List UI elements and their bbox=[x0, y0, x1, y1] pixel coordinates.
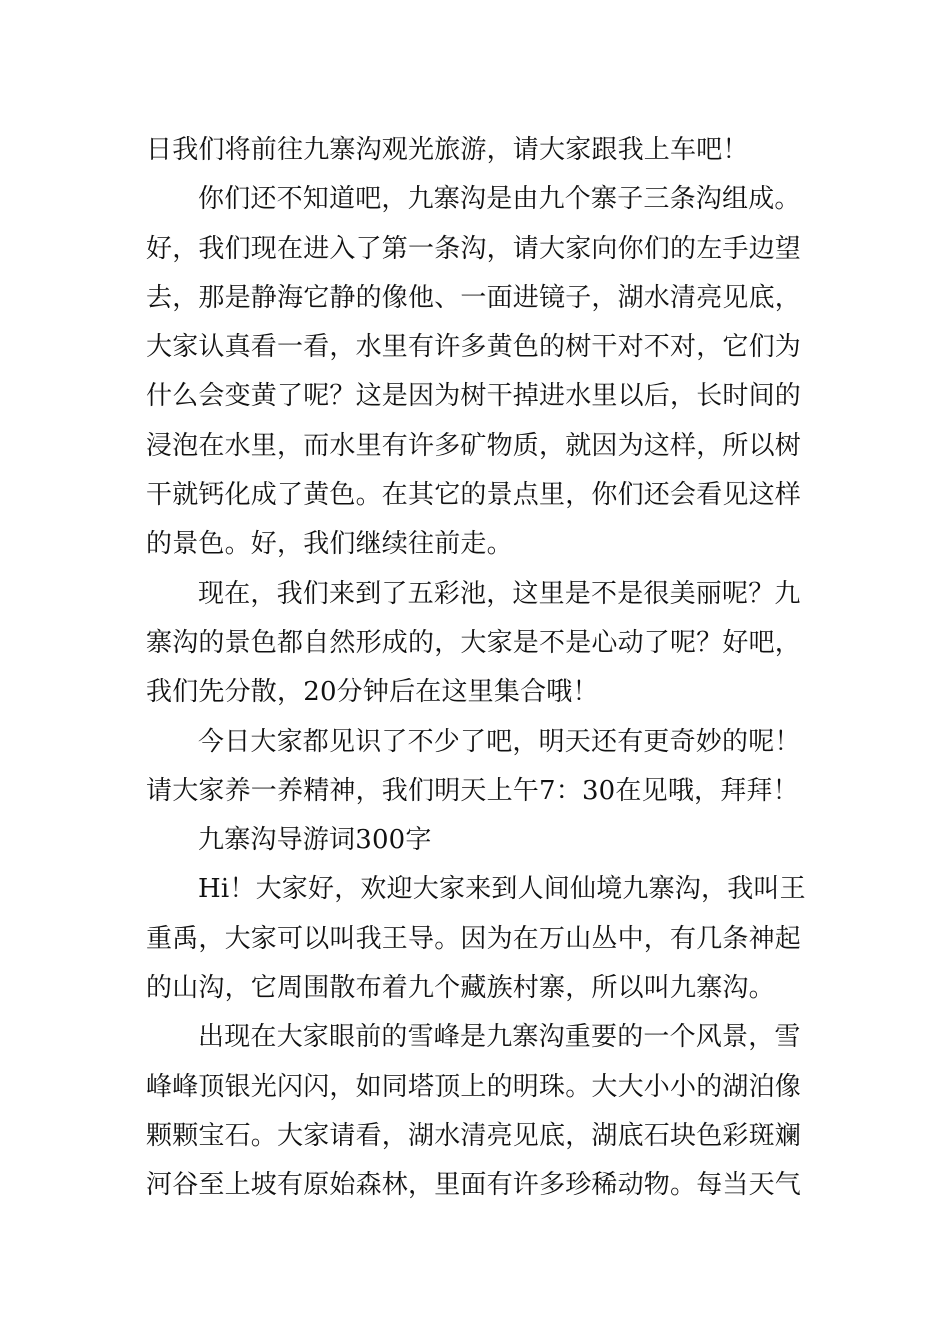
text-line-7: 浸泡在水里，而水里有许多矿物质，就因为这样，所以树 bbox=[146, 430, 802, 461]
text-line-2: 你们还不知道吧，九寨沟是由九个寨子三条沟组成。 bbox=[198, 184, 801, 215]
text-line-5: 大家认真看一看，水里有许多黄色的树干对不对，它们为 bbox=[146, 332, 802, 363]
section-heading: 九寨沟导游词300字 bbox=[198, 825, 432, 856]
text-line-19: 出现在大家眼前的雪峰是九寨沟重要的一个风景，雪 bbox=[198, 1022, 801, 1053]
text-line-4: 去，那是静海它静的像他、一面进镜子，湖水清亮见底， bbox=[146, 282, 802, 313]
text-line-6: 什么会变黄了呢？这是因为树干掉进水里以后，长时间的 bbox=[146, 381, 802, 412]
text-line-10: 现在，我们来到了五彩池，这里是不是很美丽呢？九 bbox=[198, 578, 801, 609]
text-line-18: 的山沟，它周围散布着九个藏族村寨，所以叫九寨沟。 bbox=[146, 973, 775, 1004]
text-line-13: 今日大家都见识了不少了吧，明天还有更奇妙的呢！ bbox=[198, 726, 801, 757]
document-body bbox=[146, 126, 808, 1211]
text-line-12: 我们先分散，20分钟后在这里集合哦！ bbox=[146, 677, 599, 708]
text-line-16: Hi！大家好，欢迎大家来到人间仙境九寨沟，我叫王 bbox=[198, 874, 806, 905]
text-line-17: 重禹，大家可以叫我王导。因为在万山丛中，有几条神起 bbox=[146, 923, 802, 954]
text-line-20: 峰峰顶银光闪闪，如同塔顶上的明珠。大大小小的湖泊像 bbox=[146, 1071, 802, 1102]
text-line-11: 寨沟的景色都自然形成的，大家是不是心动了呢？好吧， bbox=[146, 627, 802, 658]
text-line-8: 干就钙化成了黄色。在其它的景点里，你们还会看见这样 bbox=[146, 480, 802, 511]
text-line-21: 颗颗宝石。大家请看，湖水清亮见底，湖底石块色彩斑斓 bbox=[146, 1120, 802, 1151]
text-line-3: 好，我们现在进入了第一条沟，请大家向你们的左手边望 bbox=[146, 233, 802, 264]
text-line-9: 的景色。好，我们继续往前走。 bbox=[146, 529, 513, 560]
text-line-1: 日我们将前往九寨沟观光旅游，请大家跟我上车吧！ bbox=[146, 135, 749, 165]
text-line-14: 请大家养一养精神，我们明天上午7：30在见哦，拜拜！ bbox=[146, 775, 799, 806]
text-line-22: 河谷至上坡有原始森林，里面有许多珍稀动物。每当天气 bbox=[146, 1170, 802, 1201]
